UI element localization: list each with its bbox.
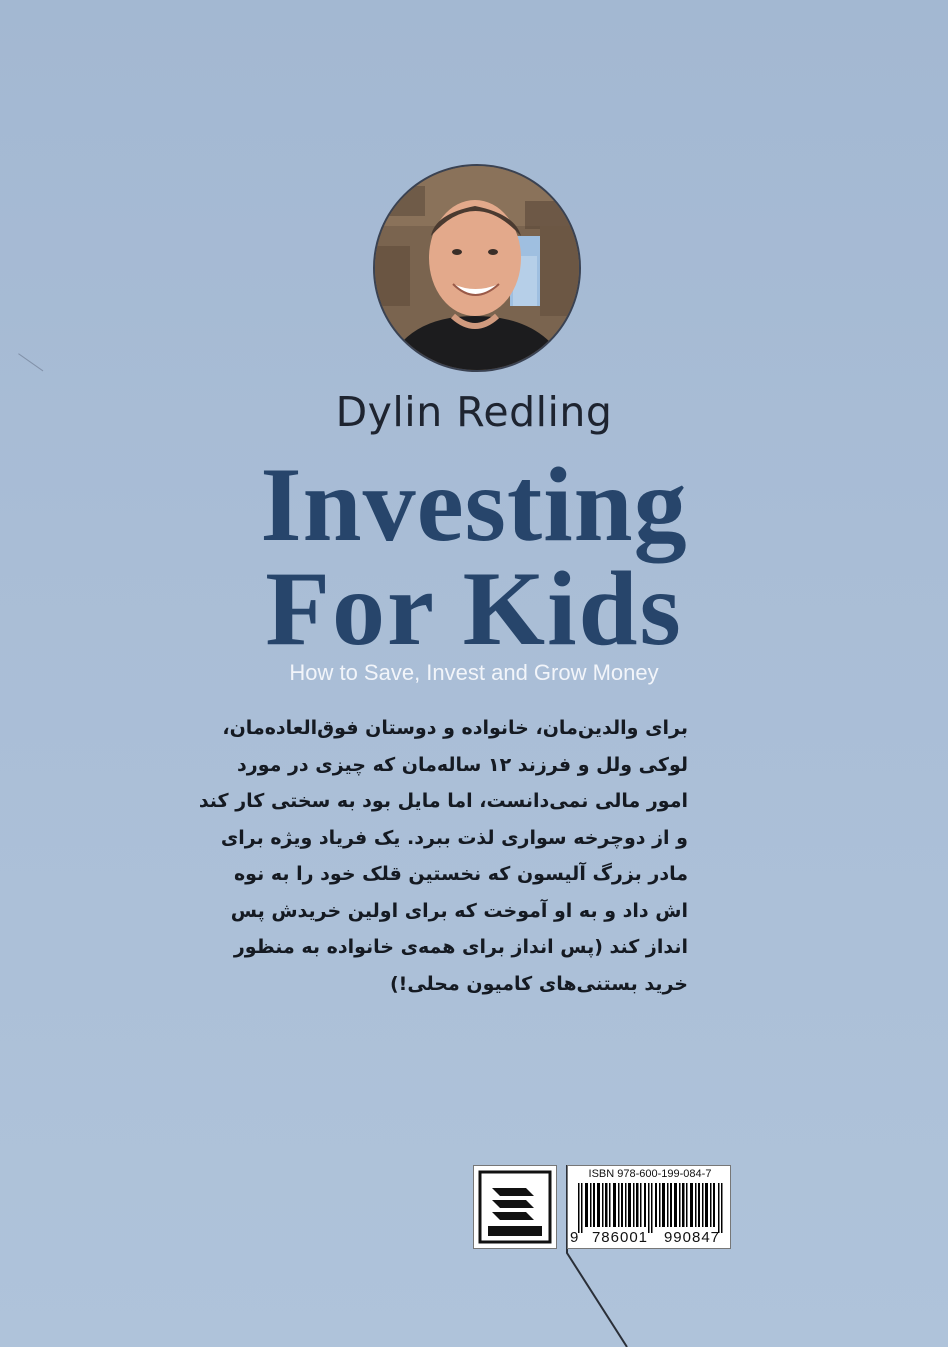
publisher-logo-icon: [474, 1166, 556, 1248]
publisher-logo: [473, 1165, 557, 1249]
isbn-barcode: [567, 1165, 731, 1249]
blurb-line: لوکی ولل و فرزند ۱۲ ساله‌مان که چیزی در مورد: [237, 753, 688, 776]
isbn-digits-right: 990847: [663, 1229, 721, 1246]
blurb-line: برای والدین‌مان، خانواده و دوستان فوق‌العاده‌مان،: [222, 717, 688, 739]
blurb-line: و از دوچرخه سواری لذت ببرد. یک فریاد ویژه برای: [220, 826, 688, 849]
book-title-line-1: Investing: [260, 446, 688, 563]
author-name: Dylin Redling: [335, 388, 613, 436]
blurb-line: خرید بستنی‌های کامیون محلی!): [389, 972, 688, 995]
isbn-label: ISBN 978-600-199-084-7: [588, 1168, 712, 1180]
book-subtitle: How to Save, Invest and Grow Money: [289, 660, 659, 685]
blurb-line: انداز کند (پس انداز برای همه‌ی خانواده به منظور: [233, 936, 688, 958]
blurb-line: اش داد و به او آموخت که برای اولین خریدش پس: [230, 899, 688, 922]
barcode-bars: [578, 1183, 724, 1233]
blurb-line: امور مالی نمی‌دانست، اما مایل بود به سختی کار کند: [198, 790, 688, 812]
book-title-line-2: For Kids: [265, 550, 683, 667]
isbn-digits-left: 786001: [591, 1229, 649, 1246]
isbn-digit-lead: 9: [570, 1229, 579, 1246]
isbn-digits: [570, 1229, 730, 1246]
blurb-line: مادر بزرگ آلیسون که نخستین قلک خود را به نوه: [233, 863, 688, 885]
